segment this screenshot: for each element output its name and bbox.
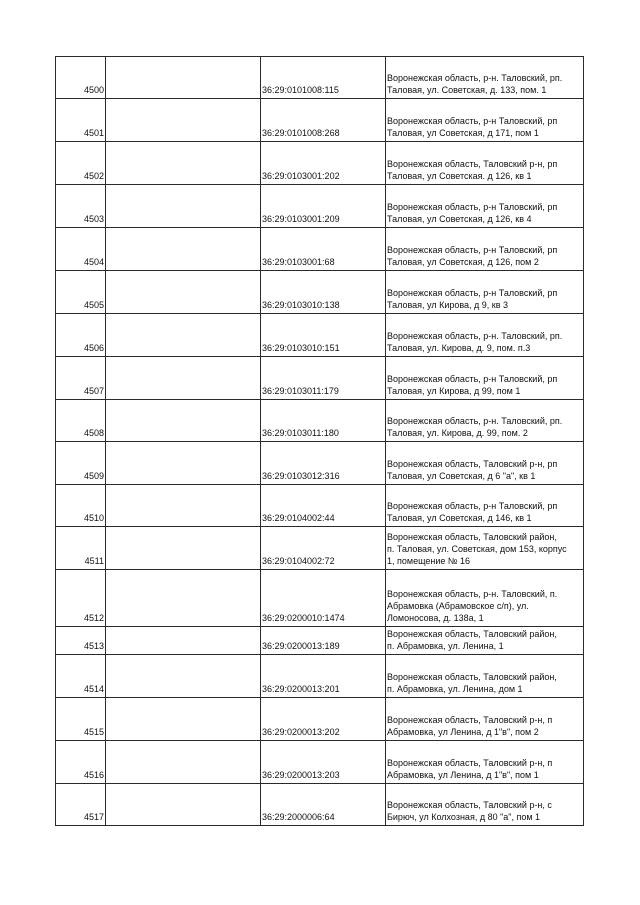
address-cell <box>386 228 584 271</box>
empty-cell <box>106 400 261 442</box>
table-row <box>56 357 584 400</box>
address-line: Воронежская область, р-н Таловский, рп <box>387 202 558 212</box>
address-line: Воронежская область, Таловский р-н, п <box>387 758 553 768</box>
address-cell <box>386 527 584 570</box>
address-cell <box>386 698 584 741</box>
table-row <box>56 627 584 655</box>
address-line: Таловая, ул Советская. д 126, кв 1 <box>387 171 532 181</box>
address-cell <box>386 442 584 485</box>
empty-cell <box>106 485 261 527</box>
address-line: Таловая, ул Советская, д 126, кв 4 <box>387 214 532 224</box>
row-number-cell: 4508 <box>56 400 106 442</box>
empty-cell <box>106 357 261 400</box>
address-line: Таловая, ул. Кирова, д. 9, пом. п.3 <box>387 343 531 353</box>
registry-body <box>56 57 584 826</box>
address-line: Таловая, ул Кирова, д 99, пом 1 <box>387 386 521 396</box>
table-row <box>56 485 584 527</box>
cadastral-number-cell: 36:29:0101008:268 <box>261 99 386 142</box>
address-line: Воронежская область, Таловский р-н, с <box>387 800 552 810</box>
cadastral-number-cell: 36:29:0200013:201 <box>261 655 386 698</box>
row-number-cell: 4502 <box>56 142 106 185</box>
cadastral-number-cell: 36:29:0104002:72 <box>261 527 386 570</box>
address-line: Таловая, ул Советская, д 171, пом 1 <box>387 128 539 138</box>
address-line: 1, помещение № 16 <box>387 556 471 566</box>
cadastral-number-cell: 36:29:0103010:138 <box>261 271 386 314</box>
cadastral-number-cell: 36:29:0200010:1474 <box>261 570 386 627</box>
cadastral-number-cell: 36:29:0101008:115 <box>261 57 386 99</box>
address-cell <box>386 185 584 228</box>
address-line: Таловая, ул Советская, д 6 "а", кв 1 <box>387 471 536 481</box>
table-row <box>56 99 584 142</box>
row-number-cell: 4511 <box>56 527 106 570</box>
address-line: Воронежская область, Таловский р-н, рп <box>387 459 558 469</box>
empty-cell <box>106 142 261 185</box>
table-row <box>56 185 584 228</box>
address-line: п. Абрамовка, ул. Ленина, дом 1 <box>387 684 523 694</box>
address-line: Воронежская область, р-н Таловский, рп <box>387 245 558 255</box>
address-cell <box>386 357 584 400</box>
table-row <box>56 698 584 741</box>
address-line: Таловая, ул Советская, д 126, пом 2 <box>387 257 539 267</box>
row-number-cell: 4506 <box>56 314 106 357</box>
address-cell <box>386 142 584 185</box>
address-line: Воронежская область, Таловский район, <box>387 629 557 639</box>
address-cell <box>386 314 584 357</box>
address-line: Бирюч, ул Колхозная, д 80 "а", пом 1 <box>387 812 541 822</box>
empty-cell <box>106 99 261 142</box>
empty-cell <box>106 185 261 228</box>
table-row <box>56 228 584 271</box>
row-number-cell: 4504 <box>56 228 106 271</box>
address-line: Воронежская область, р-н Таловский, рп <box>387 288 558 298</box>
cadastral-number-cell: 36:29:2000006:64 <box>261 784 386 826</box>
cadastral-number-cell: 36:29:0200013:203 <box>261 741 386 784</box>
address-line: Воронежская область, р-н Таловский, рп <box>387 116 558 126</box>
row-number-cell: 4501 <box>56 99 106 142</box>
table-row <box>56 314 584 357</box>
address-cell <box>386 99 584 142</box>
address-cell <box>386 57 584 99</box>
cadastral-number-cell: 36:29:0103001:202 <box>261 142 386 185</box>
empty-cell <box>106 228 261 271</box>
address-line: Воронежская область, Таловский р-н, п <box>387 715 553 725</box>
empty-cell <box>106 784 261 826</box>
row-number-cell: 4503 <box>56 185 106 228</box>
table-row <box>56 784 584 826</box>
address-line: Абрамовка, ул Ленина, д 1"в", пом 2 <box>387 727 539 737</box>
table-row <box>56 570 584 627</box>
table-row <box>56 655 584 698</box>
table-row <box>56 527 584 570</box>
table-row <box>56 400 584 442</box>
address-line: Таловая, ул Кирова, д 9, кв 3 <box>387 300 509 310</box>
address-line: Воронежская область, Таловский район, <box>387 672 557 682</box>
empty-cell <box>106 271 261 314</box>
row-number-cell: 4516 <box>56 741 106 784</box>
address-line: п. Абрамовка, ул. Ленина, 1 <box>387 641 504 651</box>
address-cell <box>386 784 584 826</box>
row-number-cell: 4513 <box>56 627 106 655</box>
row-number-cell: 4509 <box>56 442 106 485</box>
address-line: Таловая, ул. Советская, д. 133, пом. 1 <box>387 85 547 95</box>
empty-cell <box>106 627 261 655</box>
row-number-cell: 4517 <box>56 784 106 826</box>
address-line: Абрамовка (Абрамовское с/п), ул. <box>387 601 529 611</box>
row-number-cell: 4514 <box>56 655 106 698</box>
empty-cell <box>106 698 261 741</box>
address-line: Ломоносова, д. 138а, 1 <box>387 613 484 623</box>
cadastral-number-cell: 36:29:0103001:209 <box>261 185 386 228</box>
cadastral-number-cell: 36:29:0200013:189 <box>261 627 386 655</box>
address-line: Таловая, ул. Кирова, д. 99, пом. 2 <box>387 428 528 438</box>
address-cell <box>386 271 584 314</box>
address-line: Воронежская область, р-н. Таловский, рп. <box>387 73 563 83</box>
address-line: Таловая, ул Советская, д 146, кв 1 <box>387 513 532 523</box>
address-cell <box>386 570 584 627</box>
address-line: Воронежская область, Таловский р-н, рп <box>387 159 558 169</box>
table-row <box>56 142 584 185</box>
cadastral-number-cell: 36:29:0200013:202 <box>261 698 386 741</box>
empty-cell <box>106 527 261 570</box>
address-line: п. Таловая, ул. Советская, дом 153, корпус <box>387 544 567 554</box>
cadastral-number-cell: 36:29:0103010:151 <box>261 314 386 357</box>
row-number-cell: 4507 <box>56 357 106 400</box>
table-row <box>56 57 584 99</box>
table-row <box>56 271 584 314</box>
address-line: Воронежская область, р-н Таловский, рп <box>387 374 558 384</box>
table-row <box>56 442 584 485</box>
cadastral-number-cell: 36:29:0103012:316 <box>261 442 386 485</box>
empty-cell <box>106 314 261 357</box>
address-line: Воронежская область, р-н. Таловский, рп. <box>387 416 563 426</box>
empty-cell <box>106 442 261 485</box>
empty-cell <box>106 655 261 698</box>
empty-cell <box>106 741 261 784</box>
empty-cell <box>106 570 261 627</box>
row-number-cell: 4515 <box>56 698 106 741</box>
table-row <box>56 741 584 784</box>
address-cell <box>386 485 584 527</box>
row-number-cell: 4505 <box>56 271 106 314</box>
address-cell <box>386 627 584 655</box>
address-cell <box>386 655 584 698</box>
cadastral-number-cell: 36:29:0103011:179 <box>261 357 386 400</box>
address-line: Абрамовка, ул Ленина, д 1"в", пом 1 <box>387 770 539 780</box>
property-registry-table <box>55 56 584 826</box>
row-number-cell: 4500 <box>56 57 106 99</box>
address-cell <box>386 741 584 784</box>
row-number-cell: 4510 <box>56 485 106 527</box>
cadastral-number-cell: 36:29:0103001:68 <box>261 228 386 271</box>
cadastral-number-cell: 36:29:0103011:180 <box>261 400 386 442</box>
cadastral-number-cell: 36:29:0104002:44 <box>261 485 386 527</box>
address-line: Воронежская область, Таловский район, <box>387 532 557 542</box>
row-number-cell: 4512 <box>56 570 106 627</box>
address-line: Воронежская область, р-н. Таловский, п. <box>387 589 558 599</box>
empty-cell <box>106 57 261 99</box>
address-cell <box>386 400 584 442</box>
address-line: Воронежская область, р-н. Таловский, рп. <box>387 331 563 341</box>
address-line: Воронежская область, р-н Таловский, рп <box>387 501 558 511</box>
